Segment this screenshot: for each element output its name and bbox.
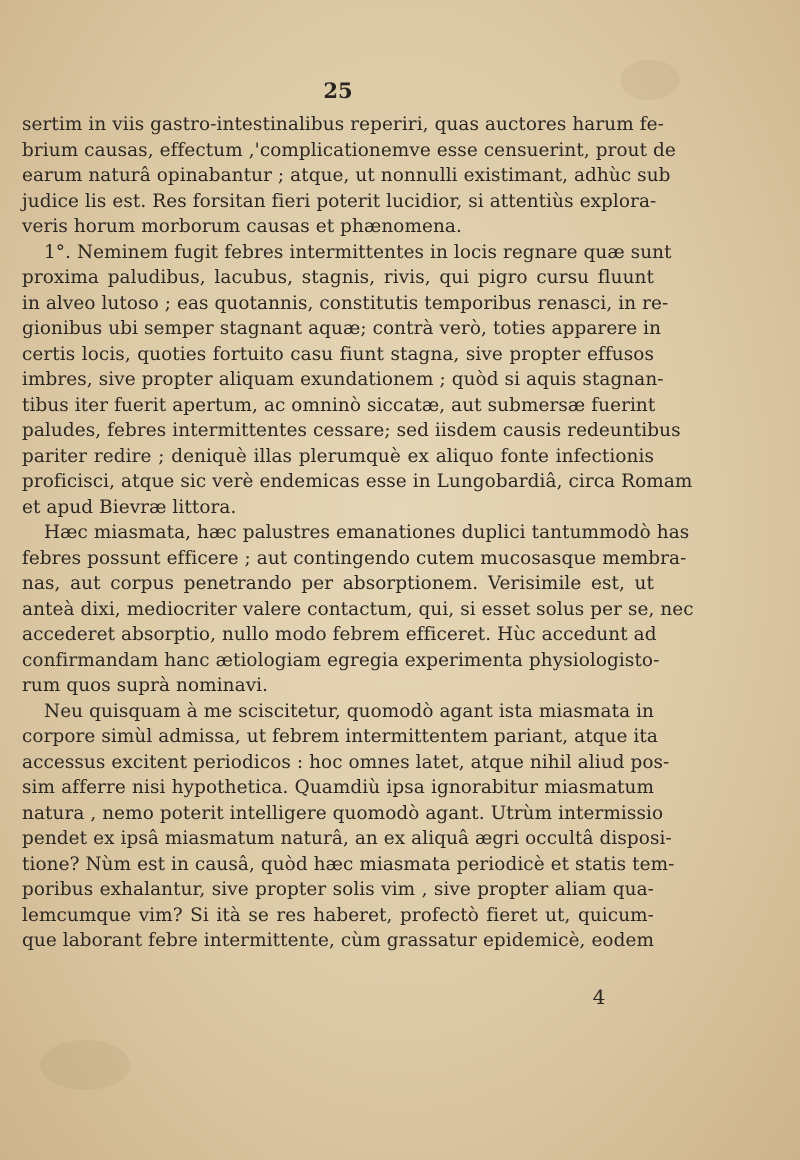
text-line: pendet ex ipsâ miasmatum naturâ, an ex aliquâ ægri occultâ disposi- [22,828,672,849]
text-line: brium causas, effectum ,'complicationemve esse censuerint, prout de [22,139,676,161]
text-line: in alveo lutoso ; eas quotannis, constitutis temporibus renasci, in re- [22,292,669,314]
text-line: gionibus ubi semper stagnant aquæ; contrà verò, toties apparere in [22,318,662,339]
text-line: paludes, febres intermittentes cessare; sed iisdem causis redeuntibus [22,420,681,441]
text-line: sim afferre nisi hypothetica. Quamdiù ipsa ignorabitur miasmatum [22,777,654,798]
text-line: rum quos suprà nominavi. [22,675,269,696]
text-line: tibus iter fuerit apertum, ac omninò siccatæ, aut submersæ fuerint [22,394,656,416]
text-line: judice lis est. Res forsitan fieri poterit lucidior, si attentiùs explora- [22,190,657,212]
text-line: corpore simùl admissa, ut febrem intermittentem pariant, atque ita [22,726,658,747]
text-line: accederet absorptio, nullo modo febrem efficeret. Hùc accedunt ad [22,624,657,645]
text-line: lemcumque vim? Si ità se res haberet, profectò fieret ut, quicum- [22,904,654,926]
text-line: pariter redire ; deniquè illas plerumquè ex aliquo fonte infectionis [22,445,654,467]
paper-stain [40,1040,130,1090]
text-line: febres possunt efficere ; aut contingendo cutem mucosasque membra- [22,547,687,569]
text-line: que laborant febre intermittente, cùm grassatur epidemicè, eodem [22,930,654,951]
text-line: Neu quisquam à me sciscitetur, quomodò agant ista miasmata in [44,700,654,722]
text-line: et apud Bievræ littora. [22,496,237,518]
text-line: accessus excitent periodicos : hoc omnes latet, atque nihil aliud pos- [22,751,670,773]
body-text [22,112,694,954]
text-line: nas, aut corpus penetrando per absorptionem. Verisimile est, ut [22,573,654,594]
text-line: certis locis, quoties fortuito casu fiunt stagna, sive propter effusos [22,343,654,365]
page-number: 25 [323,78,353,103]
text-line: anteà dixi, mediocriter valere contactum, qui, si esset solus per se, nec [22,598,694,620]
text-line: veris horum morborum causas et phænomena. [22,216,462,237]
text-line: tione? Nùm est in causâ, quòd hæc miasmata periodicè et statis tem- [22,853,675,875]
signature-mark: 4 [592,985,606,1009]
text-line: earum naturâ opinabantur ; atque, ut nonnulli existimant, adhùc sub [22,165,671,186]
text-line: 1°. Neminem fugit febres intermittentes in locis regnare quæ sunt [44,241,672,263]
text-line: proxima paludibus, lacubus, stagnis, rivis, qui pigro cursu fluunt [22,267,654,288]
text-line: proficisci, atque sic verè endemicas esse in Lungobardiâ, circa Romam [22,471,693,492]
text-line: Hæc miasmata, hæc palustres emanationes duplici tantummodò has [44,522,690,543]
text-line: sertim in viis gastro-intestinalibus reperiri, quas auctores harum fe- [22,114,664,135]
text-line: natura , nemo poterit intelligere quomodò agant. Utrùm intermissio [22,802,664,824]
paper-stain [620,60,680,100]
text-line: confirmandam hanc ætiologiam egregia experimenta physiologisto- [22,649,660,671]
text-line: poribus exhalantur, sive propter solis vim , sive propter aliam qua- [22,879,654,900]
text-line: imbres, sive propter aliquam exundationem ; quòd si aquis stagnan- [22,369,664,390]
